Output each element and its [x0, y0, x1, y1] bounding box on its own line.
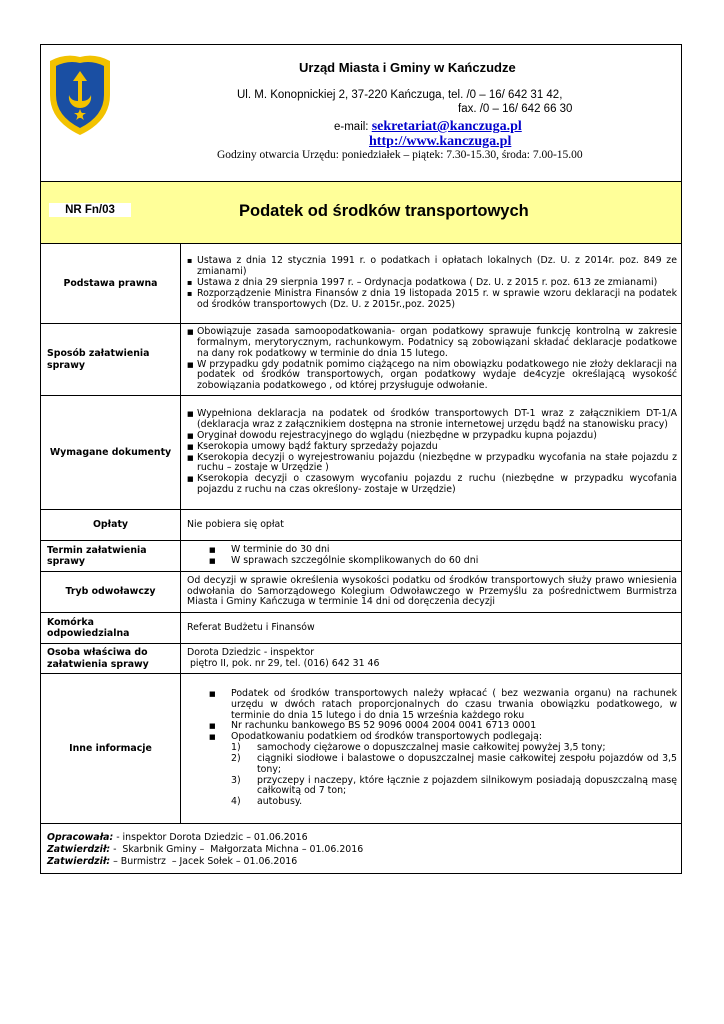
- list-item: ▪ Ustawa z dnia 12 stycznia 1991 r. o podatkach i opłatach lokalnych (Dz. U. z 2014r. poz. 849 ze zmianami): [187, 256, 677, 278]
- row-documents: [41, 396, 681, 510]
- item-text: autobusy.: [257, 796, 303, 808]
- row-value: Referat Budżetu i Finansów: [187, 621, 315, 633]
- row-value: [187, 244, 677, 323]
- approval-footer: [41, 823, 681, 873]
- row-value: [187, 644, 677, 673]
- email-row: [334, 119, 522, 135]
- website-row: [369, 134, 511, 150]
- approved-by-mayor: [47, 856, 681, 868]
- coat-of-arms-icon: [47, 51, 113, 137]
- row-value: Od decyzji w sprawie określenia wysokości podatku od środków transportowych służy prawo wniesienia odwołania do Samorządowego Kolegium Odwoławczego w Przemyślu za pośrednictwem Burmistrza Miasta i Gminy Kańczuga w terminie 14 dni od doręczenia decyzji: [187, 574, 677, 608]
- office-header: [41, 45, 681, 182]
- list-item: ▪ Rozporządzenie Ministra Finansów z dnia 19 listopada 2015 r. w sprawie wzoru deklaracji na podatek od środków transportowych (Dz. U. z 2015r.,poz. 2025): [187, 289, 677, 311]
- row-procedure: [41, 324, 681, 396]
- row-value: [187, 674, 677, 823]
- list-item: [187, 776, 677, 798]
- approved-label: Zatwierdził:: [47, 843, 111, 855]
- row-value: [187, 541, 677, 571]
- card-code: NR Fn/03: [49, 203, 131, 217]
- row-fees: [41, 510, 681, 541]
- person-room: piętro II, pok. nr 29, tel. (016) 642 31 46: [187, 657, 380, 669]
- row-label: Sposób załatwienia sprawy: [41, 324, 181, 395]
- email-link[interactable]: sekretariat@kanczuga.pl: [371, 119, 522, 134]
- office-hours: Godziny otwarcia Urzędu: poniedziałek – piątek: 7.30-15.30, środa: 7.00-15.00: [217, 149, 583, 161]
- row-label: Komórka odpowiedzialna: [41, 613, 181, 643]
- list-item: ■ Podatek od środków transportowych należy wpłacać ( bez wezwania organu) na rachunek urzędu w dwóch ratach proporcjonalnych do czasu trwania obowiązku podatkowego, w terminie do dnia 15 lutego i do dnia 15 września każdego roku: [187, 689, 677, 721]
- list-item: ■ Oryginał dowodu rejestracyjnego do wglądu (niezbędne w przypadku kupna pojazdu): [187, 431, 677, 442]
- list-item: ■ W sprawach szczególnie skomplikowanych do 60 dni: [187, 556, 677, 567]
- row-label: Podstawa prawna: [41, 244, 181, 323]
- item-text: przyczepy i naczepy, które łącznie z pojazdem silnikowym posiadają dopuszczalną masę całkowitą od 7 ton;: [257, 774, 677, 797]
- row-unit: [41, 613, 681, 644]
- approved-label: Zatwierdził:: [47, 855, 111, 867]
- list-item: ■ Obowiązuje zasada samoopodatkowania- organ podatkowy sprawuje funkcję kontrolną w zakresie formalnym, merytorycznym, rachunkowym. Podatnicy są zobowiązani składać deklaracje podatkowe na dany rok podatkowy w terminie do dnia 15 lutego.: [187, 327, 677, 359]
- item-text: ciągniki siodłowe i balastowe o dopuszczalnej masie całkowitej zespołu pojazdów od 3,5 tony;: [257, 752, 677, 775]
- item-text: samochody ciężarowe o dopuszczalnej masie całkowitej powyżej 3,5 tony;: [257, 742, 606, 754]
- list-item: ■ Opodatkowaniu podatkiem od środków transportowych podlegają:: [187, 732, 677, 743]
- list-item: [187, 797, 677, 808]
- item-number: 3): [231, 774, 241, 786]
- info-table: [41, 244, 681, 823]
- row-legal-basis: [41, 244, 681, 324]
- website-link[interactable]: http://www.kanczuga.pl: [369, 134, 512, 149]
- row-value: [187, 324, 677, 395]
- card-title: Podatek od środków transportowych: [239, 202, 529, 220]
- document-page: [40, 44, 682, 874]
- row-deadline: [41, 541, 681, 572]
- row-label: Inne informacje: [41, 674, 181, 823]
- approved-by-treasurer: [47, 844, 681, 856]
- title-band: [41, 182, 681, 244]
- email-label: e-mail:: [334, 121, 369, 133]
- office-name: Urząd Miasta i Gminy w Kańczudze: [299, 60, 516, 75]
- row-appeal: [41, 572, 681, 613]
- list-item: ■ W przypadku gdy podatnik pomimo ciążącego na nim obowiązku podatkowego nie złoży deklaracji na podatek od środków transportowych, organ podatkowy wydaje de4cyzje określającą wysokość zobowiązania podatkowego , od której przysługuje odwołanie.: [187, 360, 677, 392]
- office-address: Ul. M. Konopnickiej 2, 37-220 Kańczuga, tel. /0 – 16/ 642 31 42,: [237, 89, 563, 101]
- list-item: ■ Kserokopia umowy bądź faktury sprzedaży pojazdu: [187, 442, 677, 453]
- row-value: Nie pobiera się opłat: [187, 518, 284, 530]
- list-item: ■ Wypełniona deklaracja na podatek od środków transportowych DT-1 wraz z załącznikiem DT-1/A (deklaracja wraz z załącznikiem dostępna na stronie internetowej urzędu bądź na stanowisku pracy): [187, 409, 677, 431]
- prepared-value: - inspektor Dorota Dziedzic – 01.06.2016: [113, 832, 308, 843]
- prepared-by: [47, 832, 681, 844]
- approved-value: - Skarbnik Gminy – Małgorzata Michna – 01.06.2016: [110, 843, 364, 855]
- item-number: 4): [231, 796, 241, 808]
- row-label: Termin załatwienia sprawy: [41, 541, 181, 571]
- approved-value: – Burmistrz – Jacek Sołek – 01.06.2016: [110, 855, 298, 867]
- row-other: [41, 674, 681, 823]
- person-name: Dorota Dziedzic - inspektor: [187, 646, 315, 658]
- list-item: ▪ Ustawa z dnia 29 sierpnia 1997 r. – Ordynacja podatkowa ( Dz. U. z 2015 r. poz. 613 ze zmianami): [187, 278, 677, 289]
- row-label: Osoba właściwa do załatwienia sprawy: [41, 644, 181, 673]
- list-item: ■ Nr rachunku bankowego BS 52 9096 0004 2004 0041 6713 0001: [187, 721, 677, 732]
- office-fax: fax. /0 – 16/ 642 66 30: [458, 103, 573, 115]
- row-label: Tryb odwoławczy: [41, 572, 181, 612]
- row-person: [41, 644, 681, 674]
- list-item: ■ W terminie do 30 dni: [187, 545, 677, 556]
- row-label: Wymagane dokumenty: [41, 396, 181, 509]
- list-item: ■ Kserokopia decyzji o wyrejestrowaniu pojazdu (niezbędne w przypadku wycofania na stałe pojazdu z ruchu – zostaje w Urzędzie ): [187, 453, 677, 475]
- row-label: Opłaty: [41, 510, 181, 540]
- list-item: [187, 754, 677, 776]
- item-number: 1): [231, 742, 241, 754]
- item-number: 2): [231, 752, 241, 764]
- list-item: ■ Kserokopia decyzji o czasowym wycofaniu pojazdu z ruchu (niezbędne w przypadku wycofania pojazdu z ruchu na czas określony- zostaje w Urzędzie): [187, 474, 677, 496]
- row-value: [187, 396, 677, 509]
- prepared-label: Opracowała:: [47, 832, 114, 843]
